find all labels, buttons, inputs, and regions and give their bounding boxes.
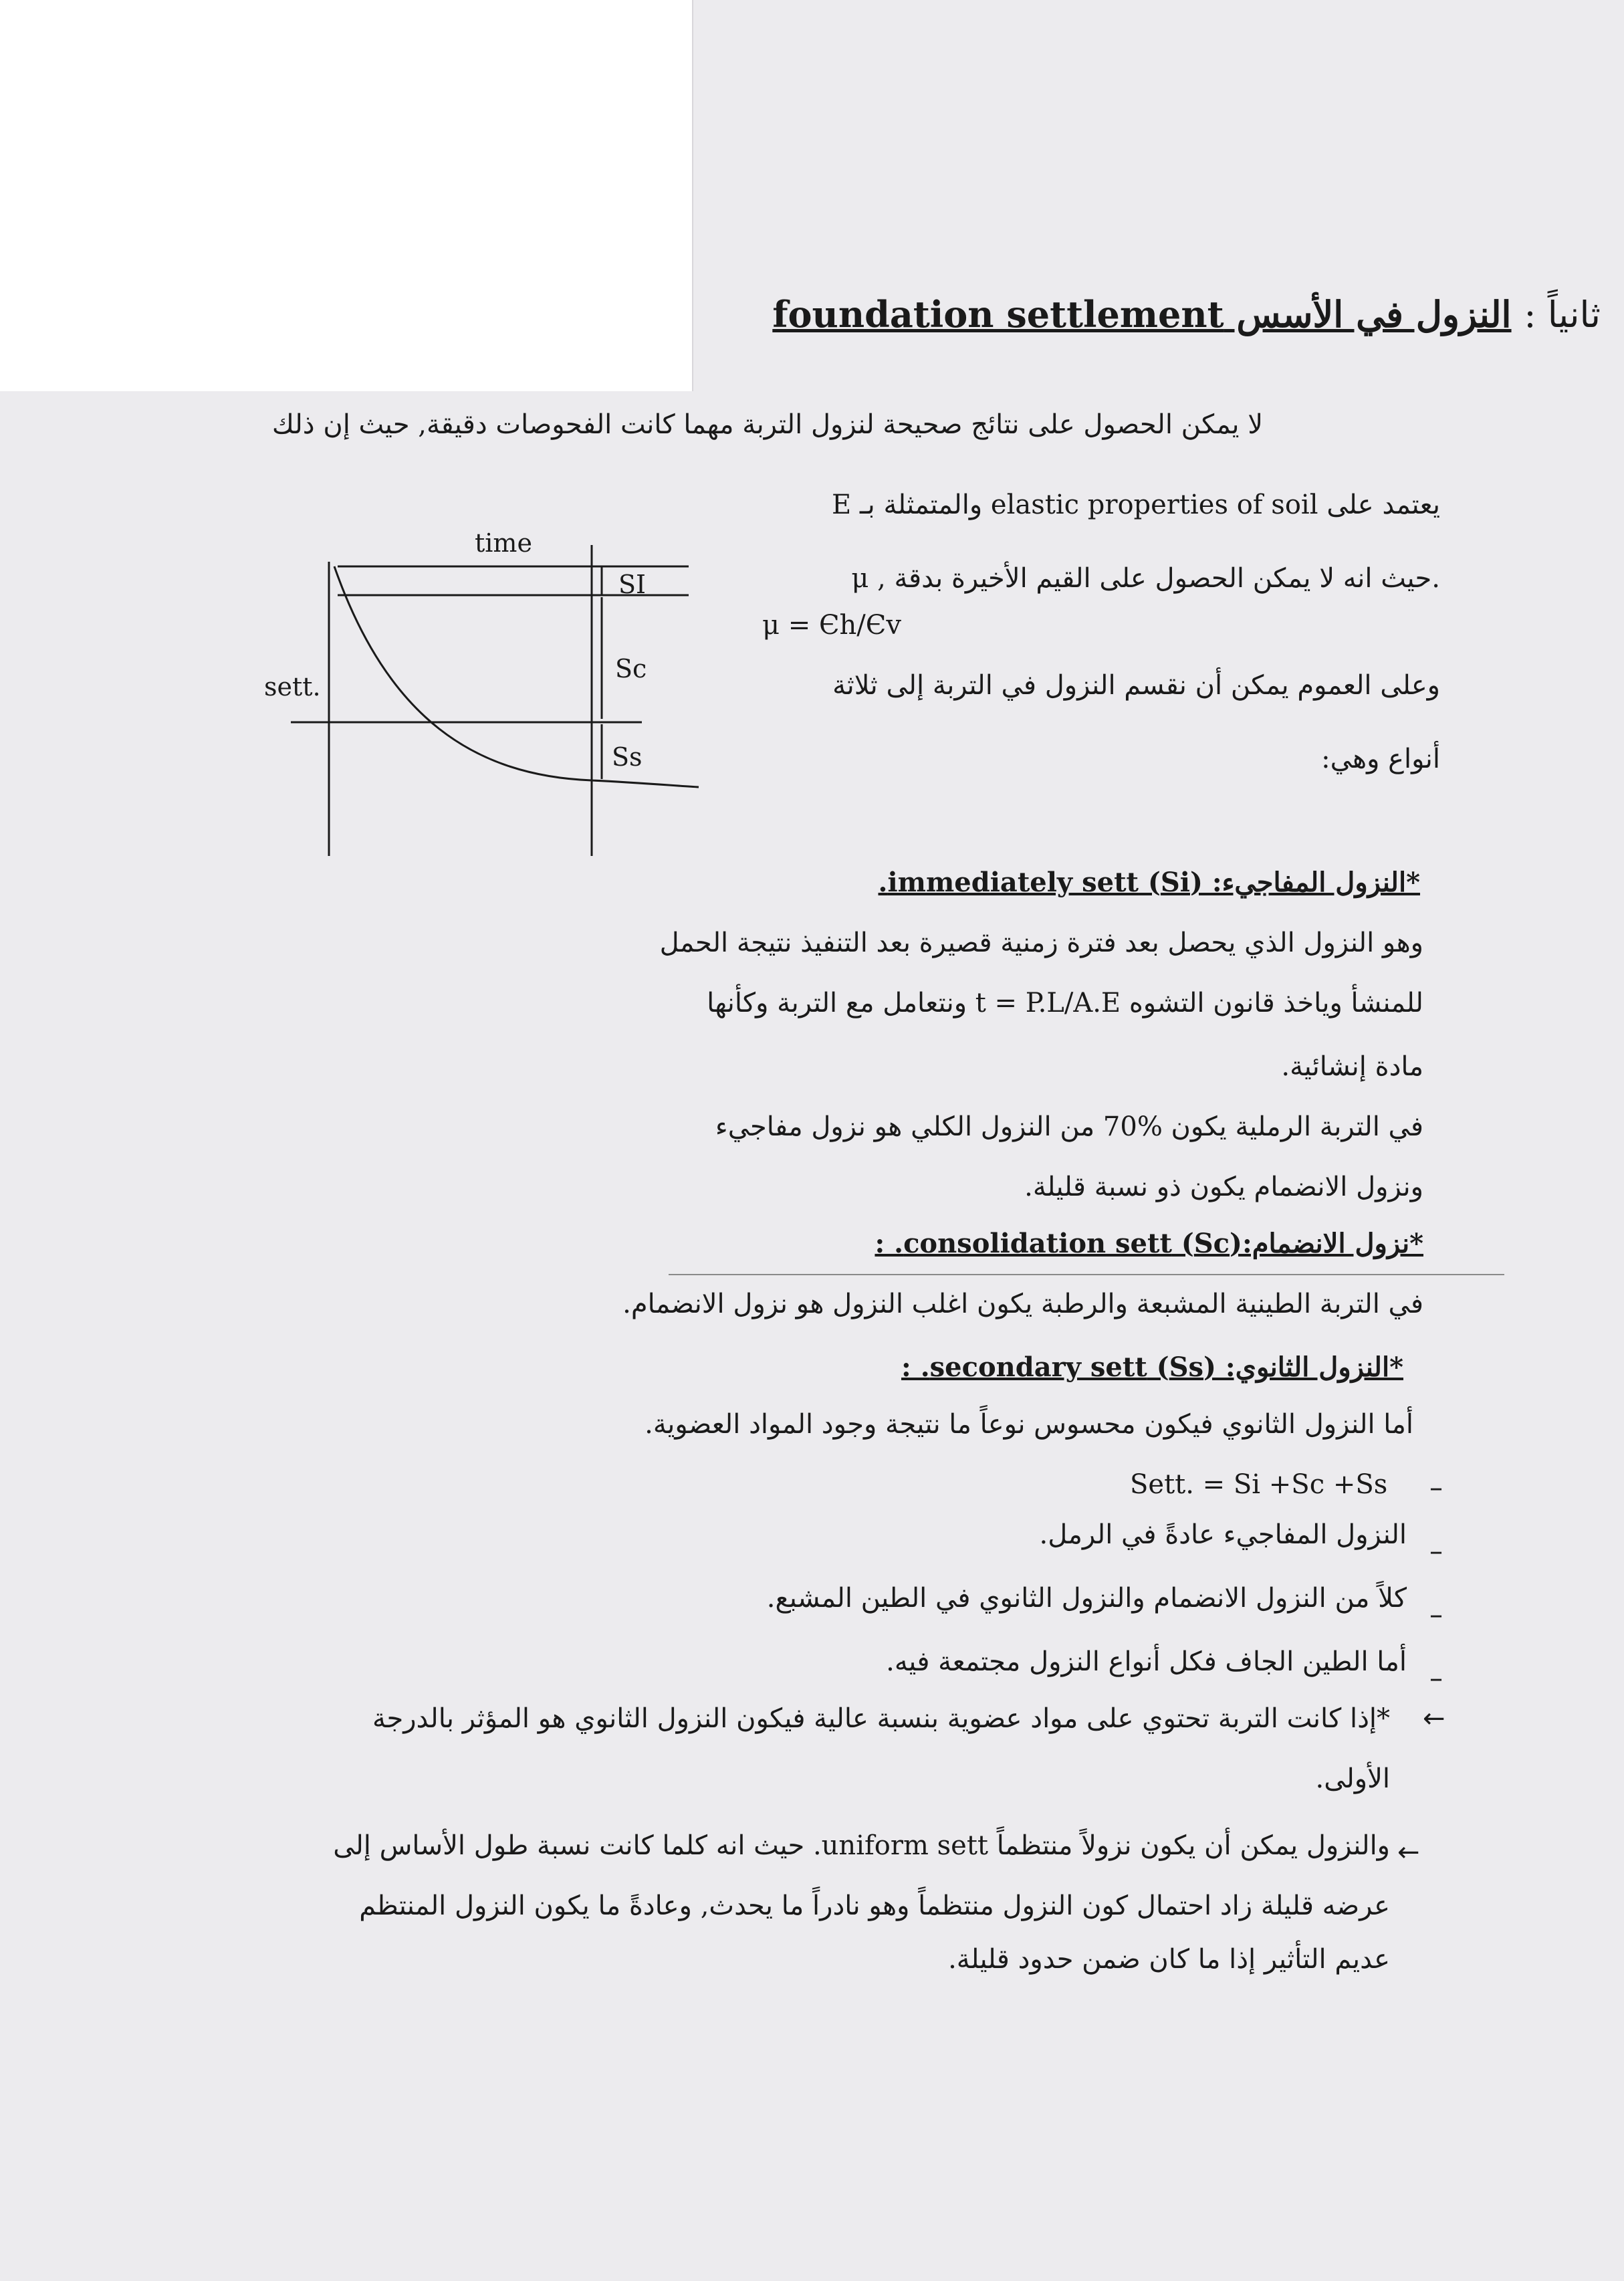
dash-bullet: – [1429, 1473, 1443, 1503]
uniform-line: عديم التأثير إذا ما كان ضمن حدود قليلة. [948, 1944, 1390, 1975]
si-label: SI [618, 570, 647, 599]
immediate-line: مادة إنشائية. [1281, 1051, 1423, 1082]
summary-item: أما الطين الجاف فكل أنواع النزول مجتمعة فيه. [886, 1646, 1407, 1677]
intro-formula: μ = Єh/Єv [762, 610, 901, 641]
consolidation-heading: *نزول الانضمام:(Sc) consolidation sett. : [875, 1228, 1423, 1259]
dash-bullet: – [1429, 1600, 1443, 1630]
note-line: *إذا كانت التربة تحتوي على مواد عضوية بنسبة عالية فيكون النزول الثانوي هو المؤثر بالدرجة [372, 1703, 1390, 1734]
settlement-time-diagram [254, 518, 709, 866]
uniform-line: والنزول يمكن أن يكون نزولاً منتظماً uniform sett. حيث انه كلما كانت نسبة طول الأساس إلى [333, 1830, 1390, 1861]
fold-line [669, 1274, 1504, 1275]
intro-line: μ , حيث انه لا يمكن الحصول على القيم الأخيرة بدقة. [851, 563, 1440, 594]
intro-line: أنواع وهي: [1321, 744, 1440, 774]
settlement-formula: Sett. = Si +Sc +Ss [1130, 1469, 1388, 1500]
page-edge [692, 0, 693, 391]
dash-bullet: – [1429, 1536, 1443, 1567]
immediate-heading: *النزول المفاجيء: (Si) immediately sett. [878, 867, 1420, 898]
page-title: النزول في الأسس foundation settlement [772, 293, 1512, 336]
secondary-line: أما النزول الثانوي فيكون محسوس نوعاً ما نتيجة وجود المواد العضوية. [645, 1409, 1413, 1440]
section-title [772, 288, 1601, 342]
dash-bullet: – [1429, 1663, 1443, 1694]
summary-item: كلاً من النزول الانضمام والنزول الثانوي في الطين المشبع. [766, 1583, 1407, 1614]
sc-label: Sc [615, 654, 647, 683]
intro-line: وعلى العموم يمكن أن نقسم النزول في التربة إلى ثلاثة [832, 670, 1440, 701]
ss-label: Ss [612, 742, 643, 772]
note-line: الأولى. [1315, 1763, 1390, 1794]
immediate-line: للمنشأ وياخذ قانون التشوه t = P.L/A.E ونتعامل مع التربة وكأنها [707, 988, 1423, 1018]
sett-label: sett. [264, 672, 321, 701]
summary-item: النزول المفاجيء عادةً في الرمل. [1039, 1519, 1407, 1550]
blank-corner [0, 0, 692, 391]
consolidation-line: في التربة الطينية المشبعة والرطبة يكون اغلب النزول هو نزول الانضمام. [622, 1289, 1423, 1319]
time-label: time [475, 528, 532, 558]
secondary-heading: *النزول الثانوي: (Ss) secondary sett. : [901, 1351, 1403, 1383]
title-prefix: ثانياً : [1524, 294, 1601, 336]
intro-line: لا يمكن الحصول على نتائج صحيحة لنزول التربة مهما كانت الفحوصات دقيقة, حيث إن ذلك [271, 409, 1263, 440]
immediate-line: ونزول الانضمام يكون ذو نسبة قليلة. [1024, 1172, 1423, 1202]
immediate-line: في التربة الرملية يكون %70 من النزول الكلي هو نزول مفاجيء [715, 1111, 1423, 1142]
immediate-line: وهو النزول الذي يحصل بعد فترة زمنية قصيرة بعد التنفيذ نتيجة الحمل [659, 928, 1423, 958]
arrow-bullet: ← [1423, 1703, 1445, 1734]
arrow-bullet: ← [1397, 1837, 1420, 1868]
uniform-line: عرضه قليلة زاد احتمال كون النزول منتظماً وهو نادراً ما يحدث, وعادةً ما يكون النزول المنتظم [359, 1890, 1390, 1921]
intro-line: يعتمد على elastic properties of soil والمتمثلة بـ E [831, 490, 1440, 520]
